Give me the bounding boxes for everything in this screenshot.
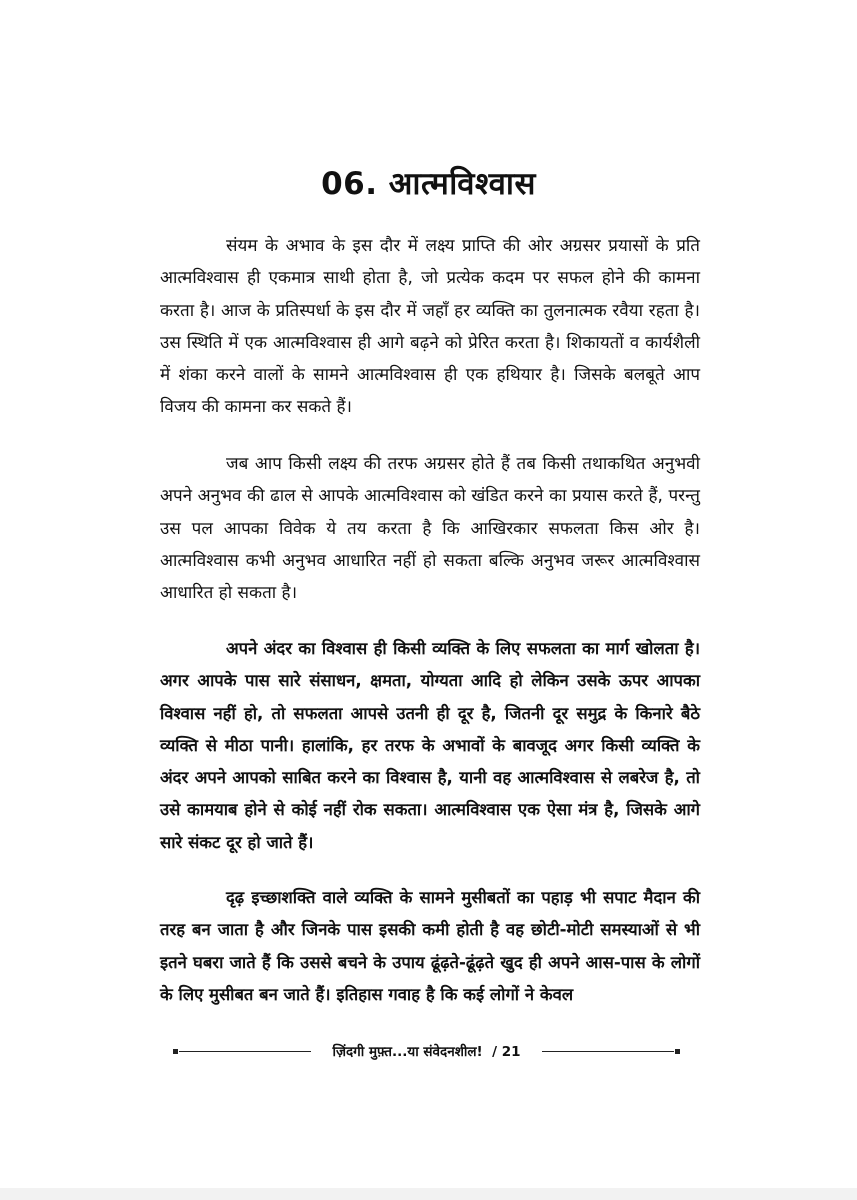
paragraph-3: अपने अंदर का विश्वास ही किसी व्यक्ति के लिए सफलता का मार्ग खोलता है। अगर आपके पास सारे संसाधन, क्षमता, योग्यता आदि हो लेकिन उसके ऊपर आपका विश्वास नहीं हो, तो सफलता आपसे उतनी ही दूर है, जितनी दूर समुद्र के किनारे बैठे व्यक्ति से मीठा पानी। हालांकि, हर तरफ के अभावों के बावजूद अगर किसी व्यक्ति के अंदर अपने आपको साबित करने का विश्वास है, यानी वह आत्मविश्वास से लबरेज है, तो उसे कामयाब होने से कोई नहीं रोक सकता। आत्मविश्वास एक ऐसा मंत्र है, जिसके आगे सारे संकट दूर हो जाते हैं।	[160, 639, 700, 852]
chapter-title: 06. आत्मविश्वास	[321, 166, 536, 202]
footer-left-square-icon	[173, 1049, 178, 1054]
paragraph-1: संयम के अभाव के इस दौर में लक्ष्य प्राप्ति की ओर अग्रसर प्रयासों के प्रति आत्मविश्वास ही एकमात्र साथी होता है, जो प्रत्येक कदम पर सफल होने की कामना करता है। आज के प्रतिस्पर्धा के इस दौर में जहाँ हर व्यक्ति का तुलनात्मक रवैया रहता है। उस स्थिति में एक आत्मविश्वास ही आगे बढ़ने को प्रेरित करता है। शिकायतों व कार्यशैली में शंका करने वालों के सामने आत्मविश्वास ही एक हथियार है। जिसके बलबूते आप विजय की कामना कर सकते हैं।	[160, 236, 700, 418]
footer-page-number: 21	[501, 1044, 521, 1060]
footer-left-rule	[179, 1051, 311, 1052]
footer-right-rule	[542, 1051, 674, 1052]
footer-text	[317, 1041, 536, 1063]
page-footer	[173, 1041, 680, 1063]
footer-separator: /	[492, 1044, 498, 1060]
page-bottom-band	[0, 1188, 857, 1200]
paragraph-2: जब आप किसी लक्ष्य की तरफ अग्रसर होते हैं तब किसी तथाकथित अनुभवी अपने अनुभव की ढाल से आपके आत्मविश्वास को खंडित करने का प्रयास करते हैं, परन्तु उस पल आपका विवेक ये तय करता है कि आखिरकार सफलता किस ओर है। आत्मविश्वास कभी अनुभव आधारित नहीं हो सकता बल्कि अनुभव जरूर आत्मविश्वास आधारित हो सकता है।	[160, 454, 700, 604]
paragraph-4: दृढ़ इच्छाशक्ति वाले व्यक्ति के सामने मुसीबतों का पहाड़ भी सपाट मैदान की तरह बन जाता है और जिनके पास इसकी कमी होती है वह छोटी-मोटी समस्याओं से भी इतने घबरा जाते हैं कि उससे बचने के उपाय ढूंढ़ते-ढूंढ़ते खुद ही अपने आस-पास के लोगों के लिए मुसीबत बन जाते हैं। इतिहास गवाह है कि कई लोगों ने केवल	[160, 888, 700, 1004]
footer-book-title: ज़िंदगी मुफ़्त...या संवेदनशील!	[332, 1044, 483, 1060]
footer-right-square-icon	[675, 1049, 680, 1054]
